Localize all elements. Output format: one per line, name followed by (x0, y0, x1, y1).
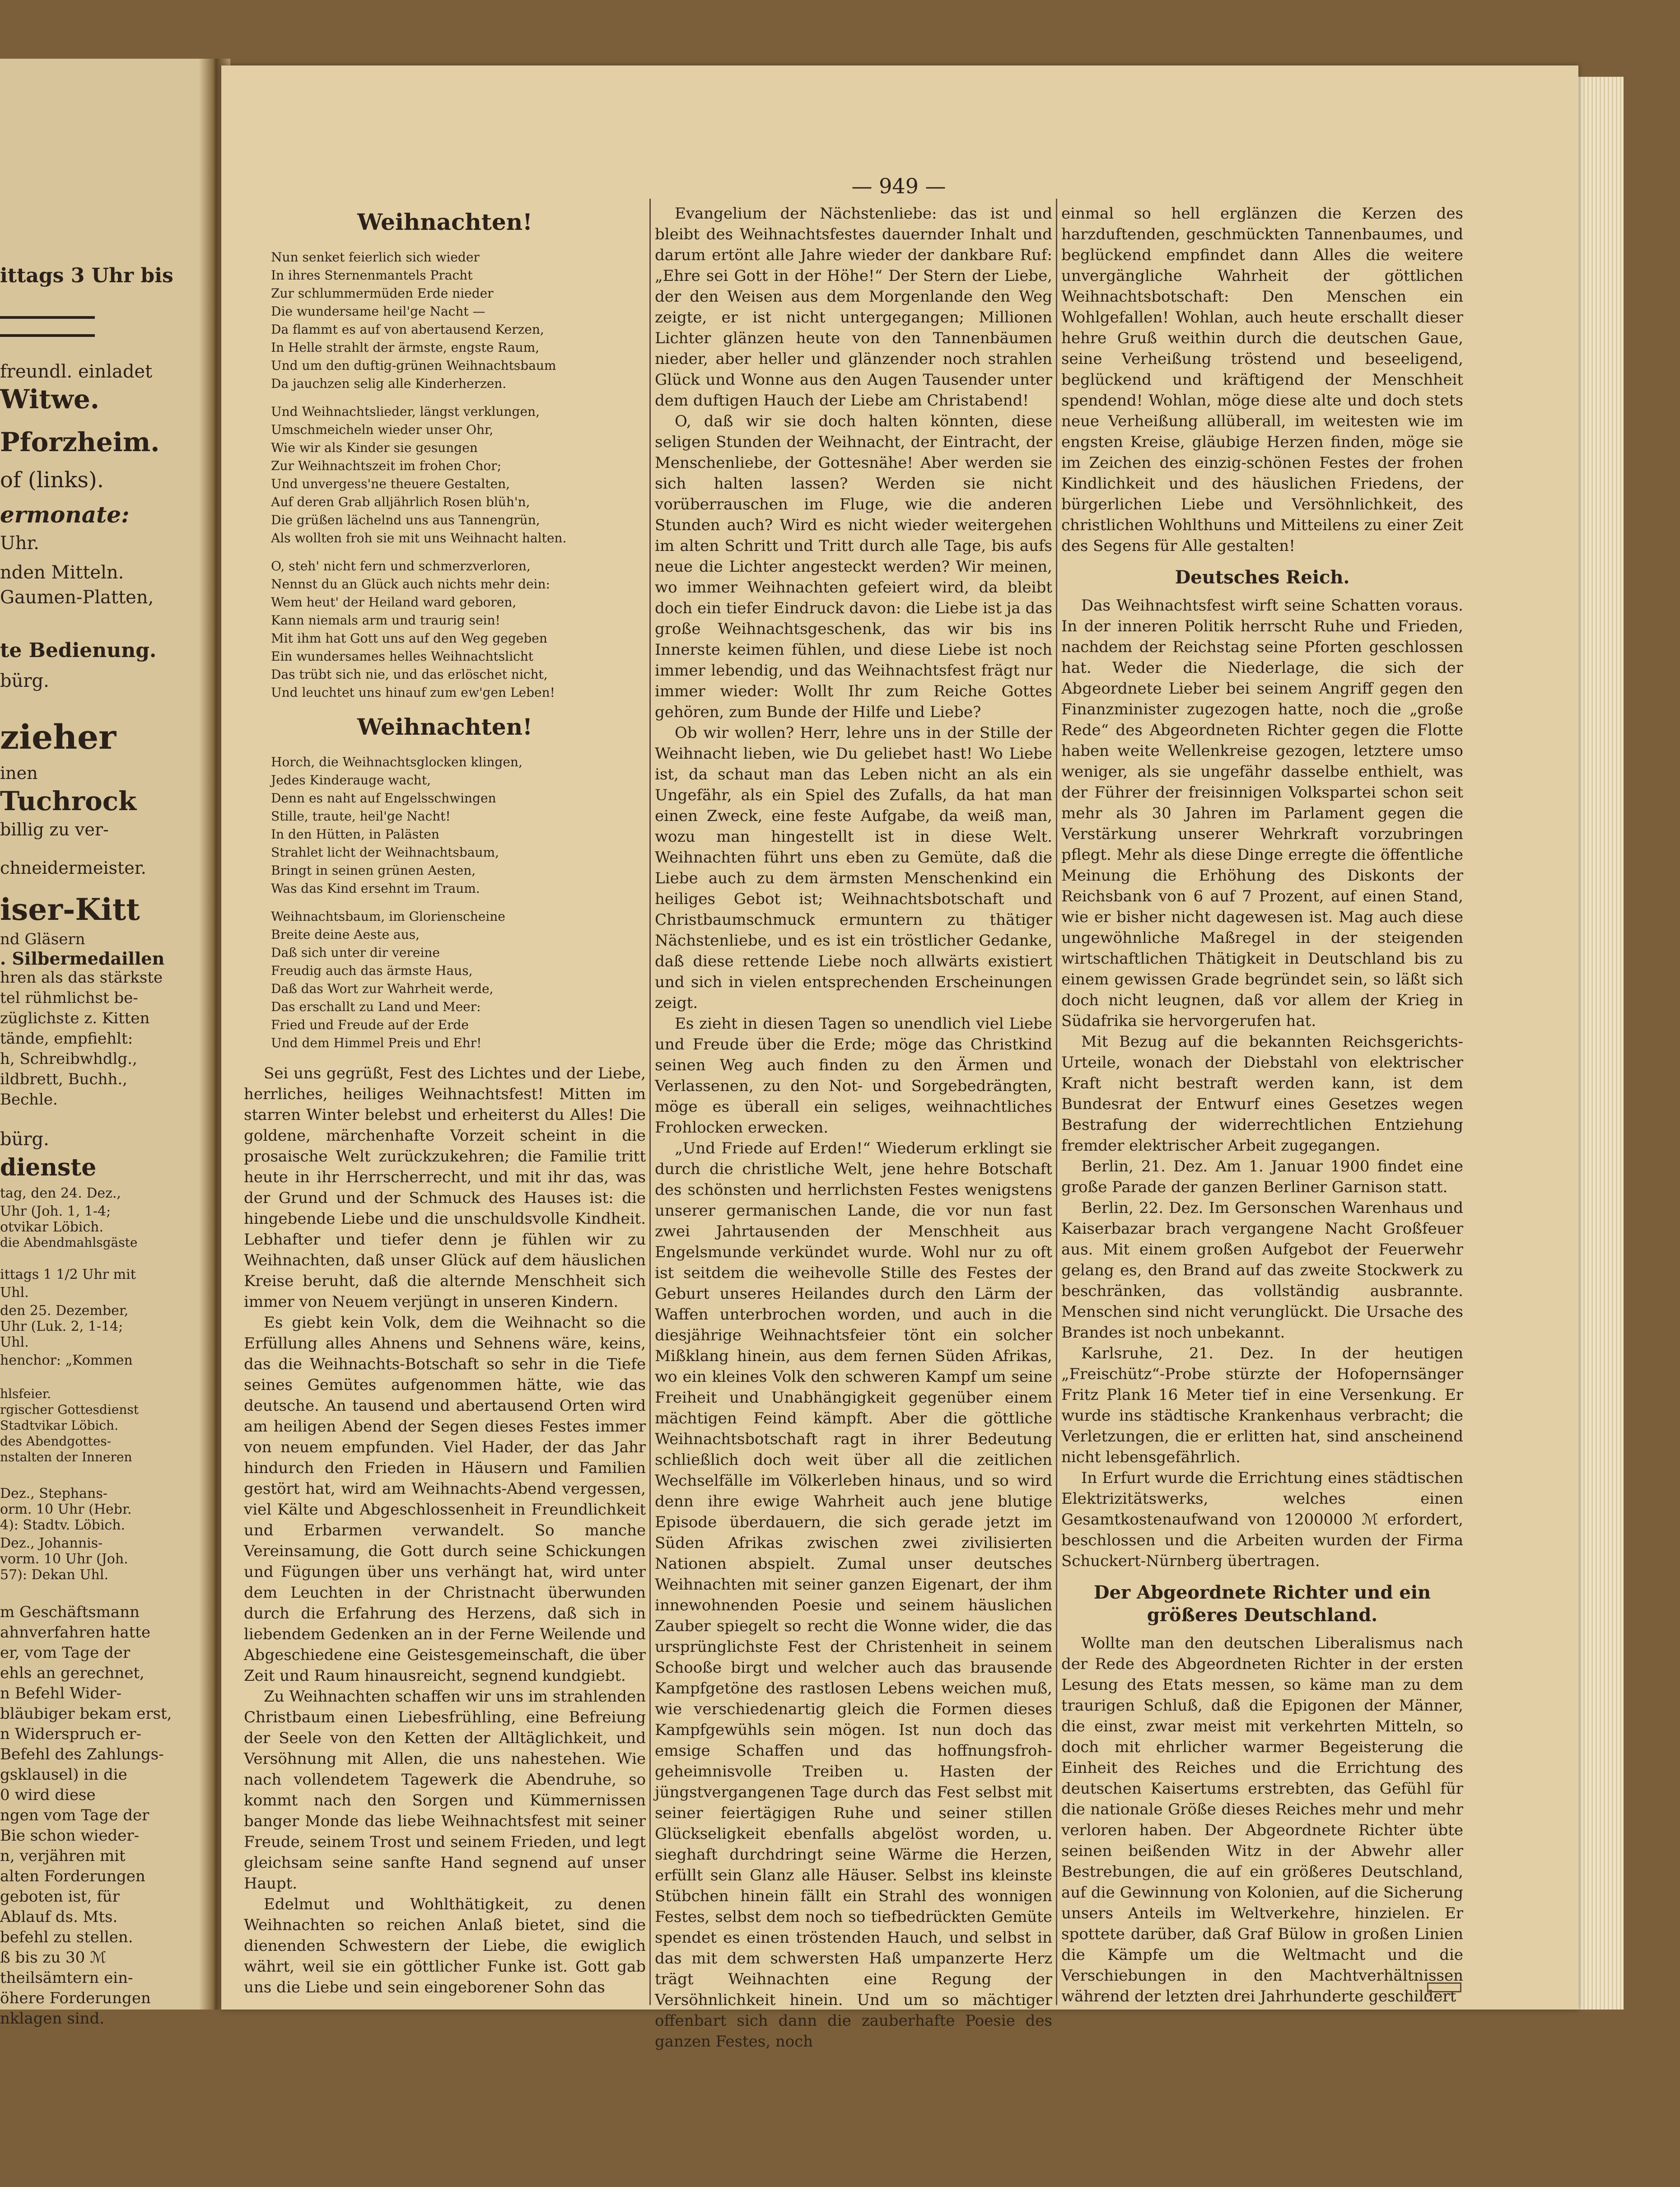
poem-2 (271, 753, 646, 1052)
poem-line: In Helle strahlt der ärmste, engste Raum, (271, 340, 540, 355)
left-page-line: Bechle. (0, 1091, 58, 1109)
article-paragraph: Es giebt kein Volk, dem die Weihnacht so die Erfüllung alles Ahnens und Sehnens wäre, keins, das die Weihnachts-Botschaft so sehr in die Tiefe seines Gemütes aufgenommen hätte, wie das deutsche. An tausend und abertausend Orten wird am heiligen Abend der Segen dieses Festes immer von neuem empfunden. Viel Hader, der das Jahr hindurch den Frieden in Häusern und Familien gestört hat, wird am Weihnachts-Abend vergessen, viel Kälte und Abgeschlossenheit in Freundlichkeit und Erbarmen verwandelt. So manche Vereinsamung, die Gott durch seine Schickungen und Fügungen über uns verhängt hat, wird unter dem Leuchten in der Christnacht überwunden durch die Erfahrung des Herzens, daß sich in liebendem Gedenken an in der Ferne Weilende und Abgeschiedene eine Geistesgemeinschaft, die über Zeit und Raum hinausreicht, segnend kundgiebt. (244, 1314, 646, 1685)
poem-line: Horch, die Weihnachtsglocken klingen, (271, 755, 523, 769)
section-heading-deutsches-reich: Deutsches Reich. (1175, 567, 1350, 588)
column-2-article (655, 203, 1052, 2052)
poem-line: In den Hütten, in Palästen (271, 827, 439, 842)
poem-line: Stille, traute, heil'ge Nacht! (271, 809, 451, 824)
left-page-line: dienste (0, 1154, 97, 1181)
left-page-line: 57): Dekan Uhl. (0, 1567, 108, 1583)
left-page-line: er, vom Tage der (0, 1644, 131, 1662)
left-page-line: 0 wird diese (0, 1786, 96, 1804)
article-paragraph: Zu Weihnachten schaffen wir uns im strahlenden Christbaum einen Liebesfrühling, eine Befreiung der Seele von den Ketten der Alltäglichkeit, und Versöhnung mit Allen, die uns nahestehen. Wie nach vollendetem Tagewerk die Abendruhe, so kommt nach den Sorgen und Kümmernissen banger Monde das liebe Weihnachtsfest mit seiner Freude, seinem Trost und seinem Frieden, und legt gleichsam seine sanfte Hand segnend auf unser Haupt. (244, 1688, 646, 1893)
left-page-line: Tuchrock (0, 786, 137, 816)
left-page-line: Uhl. (0, 1285, 29, 1301)
left-page-line: Befehl des Zahlungs- (0, 1745, 164, 1763)
poem-line: Daß sich unter dir vereine (271, 945, 440, 960)
left-page-line: vorm. 10 Uhr (Joh. (0, 1551, 128, 1567)
left-page-line: befehl zu stellen. (0, 1928, 133, 1946)
poem-line: O, steh' nicht fern und schmerzverloren, (271, 559, 531, 574)
article-paragraph: Das Weihnachtsfest wirft seine Schatten voraus. In der inneren Politik herrscht Ruhe und Frieden, nachdem der Reichstag seine Pforten geschlossen hat. Weder die Niederlage, die sich der Abgeordnete Lieber bei seinem Angriff gegen den Finanzminister zugezogen hatte, noch die „große Rede“ des Abgeordneten Richter gegen die Flotte haben weite Wellenkreise gezogen, letztere umso weniger, als sie ungefähr dasselbe enthielt, was der Führer der freisinnigen Volkspartei schon seit mehr als 30 Jahren im Parlament gegen die Verstärkung unserer Wehrkraft vorzubringen pflegt. Mehr als diese Dinge erregte die öffentliche Meinung die Erhöhung des Diskonts der Reichsbank von 6 auf 7 Prozent, auf einen Stand, wie er bisher nicht dagewesen ist. Mag auch diese ungewöhnliche Maßregel in der steigenden wirtschaftlichen Thätigkeit in Deutschland bis zu einem gewissen Grade begründet sein, so läßt sich doch nicht leugnen, daß vor allem der Krieg in Südafrika sie hervorgerufen hat. (1061, 597, 1463, 1030)
left-page-line: otvikar Löbich. (0, 1219, 104, 1235)
left-page-line: tel rühmlichst be- (0, 989, 138, 1007)
poem-line: Als wollten froh sie mit uns Weihnacht halten. (271, 531, 567, 546)
column-1-article (244, 1063, 646, 1998)
poem-line: Mit ihm hat Gott uns auf den Weg gegeben (271, 631, 547, 646)
article-paragraph: Evangelium der Nächstenliebe: das ist und bleibt des Weihnachtsfestes dauernder Inhalt und darum ertönt alle Jahre wieder der dankbare Ruf: „Ehre sei Gott in der Höhe!“ Der Stern der Liebe, der den Weisen aus dem Morgenlande den Weg zeigte, er ist nicht untergegangen; Millionen Lichter glänzen heute von den Tannenbäumen nieder, aber heller und glänzender noch strahlen Glück und Wonne aus den Augen Tausender unter dem duftigen Hauch der Liebe am Christabend! (655, 205, 1052, 410)
poem-line: Und leuchtet uns hinauf zum ew'gen Leben! (271, 685, 555, 700)
article-paragraph: Wollte man den deutschen Liberalismus nach der Rede des Abgeordneten Richter in der ersten Lesung des Etats messen, so käme man zu dem traurigen Schluß, daß die Epigonen der Männer, die einst, zwar meist mit verkehrten Mitteln, so doch mit ehrlicher warmer Begeisterung die Einheit des Reiches und die Errichtung des deutschen Kaisertums erstrebten, das Gefühl für die nationale Größe dieses Reiches mehr und mehr verloren haben. Der Abgeordnete Richter übte seinen beißenden Witz in der Abwehr aller Bestrebungen, die auf ein größeres Deutschland, auf die Gewinnung von Kolonien, auf die Sicherung unsers Anteils im Weltverkehre, hinzielen. Er spottete darüber, daß Graf Bülow in großen Linien die Kämpfe um die Weltmacht und die Verschiebungen in den Machtverhältnissen während der letzten drei Jahrhunderte geschildert (1061, 1634, 1463, 2005)
left-page-line: hren als das stärkste (0, 969, 163, 987)
poem-line: Und Weihnachtslieder, längst verklungen, (271, 404, 540, 419)
left-page-line: of (links). (0, 467, 104, 493)
poem-line: Zur schlummermüden Erde nieder (271, 286, 494, 301)
poem-line: Umschmeicheln wieder unser Ohr, (271, 422, 494, 437)
left-page-line: n Widerspruch er- (0, 1725, 142, 1743)
column-2 (655, 203, 1052, 2051)
column-3-intro-paragraph: einmal so hell erglänzen die Kerzen des harzduftenden, geschmückten Tannenbaumes, und beglückend empfindet dann Alles die weitere unvergängliche Wahrheit der göttlichen Weihnachtsbotschaft: Den Menschen ein Wohlgefallen! Wohlan, auch heute erschallt dieser hehre Gruß weithin durch die deutschen Gaue, seine Verheißung tröstend und beseeligend, beglückend und kräftigend der Menschheit spendend! Wohlan, möge diese alte und doch stets neue Verheißung allüberall, im weitesten wie im engsten Kreise, gläubige Herzen finden, möge sie im Zeichen des einzig-schönen Festes der frohen Kindlichkeit und des häuslichen Friedens, der bürgerlichen Liebe und Versöhnlichkeit, des christlichen Wohlthuns und Mitteilens zu einer Zeit des Segens für Alle gestalten! (1061, 205, 1463, 555)
poem-line: Wie wir als Kinder sie gesungen (271, 440, 478, 455)
poem-line: Die wundersame heil'ge Nacht — (271, 304, 485, 319)
left-page-line: orm. 10 Uhr (Hebr. (0, 1502, 132, 1517)
article-paragraph: O, daß wir sie doch halten könnten, diese seligen Stunden der Weihnacht, der Eintracht, der Menschenliebe, der Gottesnähe! Aber werden sie sich halten lassen? Werden sie nicht vorüberrauschen im Fluge, wie die anderen Stunden auch? Wird es nicht wieder weitergehen im alten Schritt und Tritt durch alle Tage, bis aufs neue die Lichter angesteckt werden? Wir meinen, wo immer Weihnachten gefeiert wird, da bleibt doch ein tiefer Eindruck davon: die Liebe ist ja das große Weihnachtsgeschenk, das wir bis ins Innerste keimen fühlen, und diese Liebe ist noch immer lebendig, und das Weihnachtsfest frägt nur immer wieder: Wollt Ihr zum Reiche Gottes gehören, zum Bunde der Hilfe und Liebe? (655, 412, 1052, 721)
poem-line: Kann niemals arm und traurig sein! (271, 613, 500, 628)
left-page-line: Uhl. (0, 1334, 29, 1350)
poem-line: Da flammt es auf von abertausend Kerzen, (271, 322, 544, 337)
poem-line: Auf deren Grab alljährlich Rosen blüh'n, (271, 494, 530, 509)
left-page-line: hlsfeier. (0, 1386, 51, 1401)
left-page-line: tag, den 24. Dez., (0, 1185, 121, 1201)
poem-line: Weihnachtsbaum, im Glorienscheine (271, 909, 505, 924)
left-page-line: henchor: „Kommen (0, 1352, 133, 1368)
poem-stanza (271, 248, 646, 393)
left-page-line: h, Schreibwhdlg., (0, 1050, 137, 1068)
article-paragraph: Karlsruhe, 21. Dez. In der heutigen „Freischütz“-Probe stürzte der Hofopernsänger Fritz Plank 16 Meter tief in eine Versenkung. Er wurde ins städtische Krankenhaus verbracht; die Verletzungen, die er erlitten hat, sind anscheinend nicht lebensgefährlich. (1061, 1344, 1463, 1466)
poem-line: Strahlet licht der Weihnachtsbaum, (271, 845, 499, 860)
left-page-line: des Abendgottes- (0, 1434, 112, 1449)
poem-line: Denn es naht auf Engelsschwingen (271, 791, 496, 806)
left-page-line: bürg. (0, 671, 49, 691)
article-paragraph: Sei uns gegrüßt, Fest des Lichtes und der Liebe, herrliches, heiliges Weihnachtsfest! Mitten im starren Winter belebst und erheiterst du Alles! Die goldene, märchenhafte Vorzeit scheint in die prosaische Welt zurückzukehren; die Familie tritt heute in ihr Herrscherrecht, und mit ihr das, was der Grund und der Schmuck des Hauses ist: die hingebende Liebe und die unschuldsvolle Kindheit. Lebhafter und tiefer denn je fühlen wir zu Weihnachten, daß unser Glück auf dem häuslichen Kreise beruht, daß die alternde Menschheit sich immer von Neuem verjüngt in unseren Kindern. (244, 1064, 646, 1311)
left-page-line: bläubiger bekam erst, (0, 1705, 172, 1723)
poem-line: Fried und Freude auf der Erde (271, 1017, 469, 1032)
left-page-line: zieher (0, 718, 117, 757)
left-page-line: ahnverfahren hatte (0, 1623, 151, 1641)
column-rule-2 (1056, 199, 1057, 2005)
article-paragraph: Berlin, 21. Dez. Am 1. Januar 1900 findet eine große Parade der ganzen Berliner Garnison statt. (1061, 1157, 1463, 1196)
article-paragraph: „Und Friede auf Erden!“ Wiederum erklingt sie durch die christliche Welt, jene hehre Botschaft des schönsten und herrlichsten Festes wenigstens unserer germanischen Lande, die vor nun fast zwei Jahrtausenden der Menschheit aus Engelsmunde verkündet wurde. Wohl nur zu oft ist seitdem die weihevolle Stille des Festes der Geburt unseres Heilandes durch den Lärm der Waffen unterbrochen worden, und auch in die diesjährige Weihnachtsfeier tönt ein solcher Mißklang hinein, aus dem fernen Süden Afrikas, wo ein kleines Volk den schweren Kampf um seine Freiheit und Unabhängigkeit gegenüber einem mächtigen Feind kämpft. Aber die göttliche Weihnachtsbotschaft ragt in ihrer Bedeutung schließlich doch weit über all die zeitlichen Wechselfälle im Völkerleben hinaus, und so wird denn ihre ewige Wahrheit auch jene blutige Episode überdauern, die sich gerade jetzt im Süden Afrikas zwischen zwei zivilisierten Nationen abspielt. Zumal unser deutsches Weihnachten mit seiner ganzen Eigenart, der ihm innewohnenden Poesie und seinem häuslichen Zauber spiegelt so recht die Wonne wider, die das ursprünglichste Fest der Christenheit in seinem Schooße birgt und welcher auch das brausende Kampfgetöne des rastlosen Lebens weichen muß, wie verschiedenartig gleich die Formen dieses Kampfgewühls sein mögen. Ist nun doch das emsige Schaffen und das hoffnungsfroh-geheimnisvolle Treiben u. Hasten der jüngstvergangenen Tage durch das Fest selbst mit seiner feiertägigen Ruhe und seiner stillen Glückseligkeit ebenfalls abgelöst worden, u. sieghaft durchdringt seine Wärme die Herzen, erfüllt sein Glanz alle Häuser. Selbst ins kleinste Stübchen hinein fällt ein Strahl des wonnigen Festes, selbst dem noch so tiefbedrückten Gemüte spendet es einen tröstenden Hauch, und selbst in das mit dem schwersten Haß umpanzerte Herz trägt Weihnachten eine Regung der Versöhnlichkeit hinein. Und um so mächtiger offenbart sich dann die zauberhafte Poesie des ganzen Festes, noch (655, 1139, 1052, 2051)
left-page-line: die Abendmahlsgäste (0, 1235, 138, 1250)
poem-line: Ein wundersames helles Weihnachtslicht (271, 649, 534, 664)
left-page-line: Witwe. (0, 384, 99, 415)
poem-line: Zur Weihnachtszeit im frohen Chor; (271, 458, 502, 473)
poem-line: Da jauchzen selig alle Kinderherzen. (271, 376, 507, 391)
left-page-line: gsklausel) in die (0, 1766, 127, 1784)
poem-1 (271, 248, 646, 702)
left-page-line: nstalten der Inneren (0, 1450, 132, 1464)
poem-line: Nennst du an Glück auch nichts mehr dein: (271, 577, 550, 592)
left-page-line: Uhr (Luk. 2, 1-14; (0, 1319, 123, 1334)
poem-line: Und dem Himmel Preis und Ehr! (271, 1035, 482, 1050)
left-page-line: bürg. (0, 1129, 49, 1150)
left-page-line: Uhr (Joh. 1, 1-4; (0, 1203, 111, 1219)
left-page-line: öhere Forderungen (0, 1989, 151, 2007)
article-paragraph: Berlin, 22. Dez. Im Gersonschen Warenhaus und Kaiserbazar brach vergangene Nacht Großfeuer aus. Mit einem großen Aufgebot der Feuerwehr gelang es, den Brand auf das zweite Stockwerk zu beschränken, das vollständig ausbrannte. Menschen sind nicht verunglückt. Die Ursache des Brandes ist noch unbekannt. (1061, 1199, 1463, 1342)
article-paragraph: Ob wir wollen? Herr, lehre uns in der Stille der Weihnacht lieben, wie Du geliebet hast! Wo Liebe ist, da schaut man das Leben nicht an als ein Ungefähr, als ein Spiel des Zufalls, da hat man einen Zweck, eine feste Aufgabe, da weiß man, wozu man hingestellt ist in diese Welt. Weihnachten führt uns eben zu Gemüte, daß die Liebe auch zu dem ärmsten Menschenkind ein heiliges Gebot ist; Weihnachtsbotschaft und Christbaumschmuck ermuntern zu thätiger Nächstenliebe, und es ist ein tröstlicher Gedanke, daß diese rettende Liebe noch allwärts existiert und sich in vielen entsprechenden Erscheinungen zeigt. (655, 724, 1052, 1012)
richter-article (1061, 1633, 1463, 2007)
poem-line: Freudig auch das ärmste Haus, (271, 963, 473, 978)
left-page-line: Stadtvikar Löbich. (0, 1418, 118, 1433)
poem-line: Daß das Wort zur Wahrheit werde, (271, 981, 494, 996)
column-rule-1 (649, 199, 651, 2005)
article-paragraph: Mit Bezug auf die bekannten Reichsgerichts-Urteile, wonach der Diebstahl von elektrischer Kraft nicht bestraft werden kann, ist dem Bundesrat der Entwurf eines Gesetzes wegen Bestrafung der widerrechtlichen Entziehung fremder elektrischer Arbeit zugegangen. (1061, 1033, 1463, 1155)
poem-line: Die grüßen lächelnd uns aus Tannengrün, (271, 513, 540, 527)
column-3 (1061, 203, 1463, 2010)
poem-line: Jedes Kinderauge wacht, (271, 773, 431, 788)
left-page-line: nd Gläsern (0, 930, 85, 948)
poem-line: Breite deine Aeste aus, (271, 927, 420, 942)
left-page-line: ngen vom Tage der (0, 1806, 149, 1824)
left-page-line: Dez., Johannis- (0, 1535, 103, 1551)
poem-line: Wem heut' der Heiland ward geboren, (271, 595, 517, 610)
left-page-line: Pforzheim. (0, 427, 160, 457)
deutsches-reich-news (1061, 595, 1463, 1571)
article-paragraph: In Erfurt wurde die Errichtung eines städtischen Elektrizitätswerks, welches einen Gesamtkostenaufwand von 1200000 ℳ erfordert, beschlossen und die Arbeiten wurden der Firma Schuckert-Nürnberg übertragen. (1061, 1469, 1463, 1570)
poem-line: Nun senket feierlich sich wieder (271, 250, 480, 265)
left-page-line: alten Forderungen (0, 1867, 145, 1885)
left-page-line: ittags 3 Uhr bis (0, 264, 173, 287)
print-mark (1427, 1982, 1461, 1992)
column-1 (244, 203, 646, 2010)
poem-line: Was das Kind ersehnt im Traum. (271, 881, 480, 896)
page-number: — 949 — (851, 174, 946, 198)
poem-line: Das erschallt zu Land und Meer: (271, 999, 481, 1014)
left-page-line: freundl. einladet (0, 361, 153, 382)
left-page (0, 59, 212, 2028)
poem-line: Bringt in seinen grünen Aesten, (271, 863, 476, 878)
section-heading-richter: Der Abgeordnete Richter und ein größeres Deutschland. (1093, 1582, 1431, 1626)
left-page-line: ehls an gerechnet, (0, 1664, 145, 1682)
left-page-line: den 25. Dezember, (0, 1303, 129, 1319)
left-page-line: ildbrett, Buchh., (0, 1070, 127, 1088)
left-page-line: inen (0, 763, 38, 783)
poem-line: Und um den duftig-grünen Weihnachtsbaum (271, 358, 556, 373)
left-page-rule (0, 334, 95, 337)
poem-title-2: Weihnachten! (357, 713, 532, 740)
poem-title-1: Weihnachten! (357, 209, 532, 235)
left-page-line: geboten ist, für (0, 1888, 120, 1906)
left-page-line: rgischer Gottesdienst (0, 1402, 139, 1417)
left-page-line: nklagen sind. (0, 2010, 105, 2028)
left-page-line: billig zu ver- (0, 820, 109, 839)
left-page-line: ittags 1 1/2 Uhr mit (0, 1267, 136, 1282)
left-page-line: züglichste z. Kitten (0, 1009, 150, 1027)
left-page-line: Dez., Stephans- (0, 1486, 107, 1502)
poem-line: Das trübt sich nie, und das erlöschet nicht, (271, 667, 548, 682)
left-page-line: . Silbermedaillen (0, 948, 165, 969)
left-page-line: nden Mitteln. (0, 562, 124, 583)
left-page-line: chneidermeister. (0, 858, 146, 878)
left-page-line: m Geschäftsmann (0, 1603, 140, 1621)
left-page-line: te Bedienung. (0, 639, 157, 662)
left-page-line: tände, empfiehlt: (0, 1030, 133, 1048)
left-page-line: Ablauf ds. Mts. (0, 1908, 118, 1926)
article-paragraph: Es zieht in diesen Tagen so unendlich viel Liebe und Freude über die Erde; möge das Christkind seinen Weg auch finden zu den Ärmen und Verlassenen, zu den Not- und Sorgebedrängten, möge es überall ein seliges, weihnachtliches Frohlocken erwecken. (655, 1015, 1052, 1137)
left-page-rule (0, 316, 95, 319)
left-page-line: Gaumen-Platten, (0, 587, 154, 608)
article-paragraph: Edelmut und Wohlthätigkeit, zu denen Weihnachten so reichen Anlaß bietet, sind die dienenden Schwestern der Liebe, die ewiglich währt, weil sie ein göttlicher Funke ist. Gott gab uns die Liebe und sein eingeborener Sohn das (244, 1895, 646, 1996)
left-page-line: theilsämtern ein- (0, 1969, 133, 1987)
left-page-line: ß bis zu 30 ℳ (0, 1949, 107, 1967)
left-page-line: n, verjähren mit (0, 1847, 126, 1865)
left-page-line: 4): Stadtv. Löbich. (0, 1517, 126, 1533)
left-page-line: n Befehl Wider- (0, 1684, 121, 1702)
poem-stanza (271, 753, 646, 898)
left-page-line: iser-Kitt (0, 892, 140, 927)
left-page-line: Bie schon wieder- (0, 1827, 140, 1845)
poem-stanza (271, 403, 646, 547)
left-page-line: Uhr. (0, 533, 39, 554)
left-page-line: ermonate: (0, 501, 130, 528)
poem-line: Und unvergess'ne theuere Gestalten, (271, 476, 510, 491)
poem-stanza (271, 908, 646, 1052)
poem-line: In ihres Sternenmantels Pracht (271, 268, 473, 283)
poem-stanza (271, 557, 646, 702)
